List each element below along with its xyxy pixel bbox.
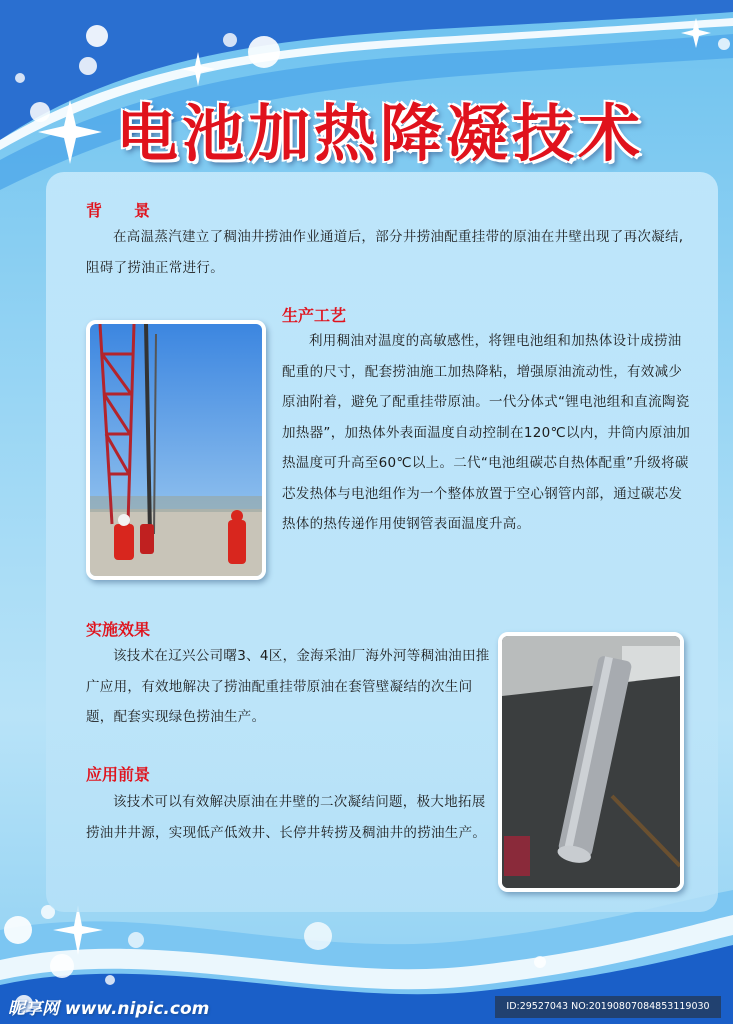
photo-heating-rod <box>498 632 684 892</box>
section-heading-effect: 实施效果 <box>86 620 151 639</box>
watermark-logo: 昵享网 www.nipic.com <box>8 999 210 1019</box>
bubble-icon <box>15 73 25 83</box>
section-text-effect: 该技术在辽兴公司曙3、4区，金海采油厂海外河等稠油油田推广应用，有效地解决了捞油配重挂带原油在套管壁凝结的次生问题，配套实现绿色捞油生产。 <box>86 648 490 725</box>
bubble-icon <box>304 922 332 950</box>
bubble-icon <box>30 102 50 122</box>
section-text-process: 利用稠油对温度的高敏感性，将锂电池组和加热体设计成捞油配重的尺寸，配套捞油施工加热降粘，增强原油流动性，有效减少原油附着，避免了配重挂带原油。一代分体式“锂电池组和直流陶瓷加热器”，加热体外表面温度自动控制在120℃以内，井筒内原油加热温度可升高至60℃以上。二代“电池组碳芯自热体配重”升级将碳芯发热体与电池组作为一个整体放置于空心钢管内部，通过碳芯发热体的热传递作用使钢管表面温度升高。 <box>282 333 691 532</box>
section-heading-prospect: 应用前景 <box>86 765 151 784</box>
oil-well-illustration <box>90 324 262 576</box>
bubble-icon <box>128 932 144 948</box>
bubble-icon <box>50 954 74 978</box>
bubble-icon <box>79 57 97 75</box>
section-heading-background: 背 景 <box>86 201 151 220</box>
bubble-icon <box>248 36 280 68</box>
bubble-icon <box>86 25 108 47</box>
page-title: 电池加热降凝技术 <box>115 97 644 170</box>
photo-oil-well <box>86 320 266 580</box>
bubble-icon <box>718 38 730 50</box>
section-heading-process: 生产工艺 <box>282 306 347 325</box>
section-text-prospect: 该技术可以有效解决原油在井壁的二次凝结问题，极大地拓展捞油井井源，实现低产低效井、长停井转捞及稠油井的捞油生产。 <box>86 794 487 841</box>
bubble-icon <box>4 916 32 944</box>
bubble-icon <box>534 956 546 968</box>
section-text-background: 在高温蒸汽建立了稠油井捞油作业通道后，部分井捞油配重挂带的原油在井壁出现了再次凝结,阻碍了捞油正常进行。 <box>86 229 684 276</box>
bubble-icon <box>223 33 237 47</box>
watermark-id: ID:29527043 NO:20190807084853119030 <box>495 996 721 1018</box>
heating-rod-illustration <box>502 636 680 888</box>
bubble-icon <box>105 975 115 985</box>
